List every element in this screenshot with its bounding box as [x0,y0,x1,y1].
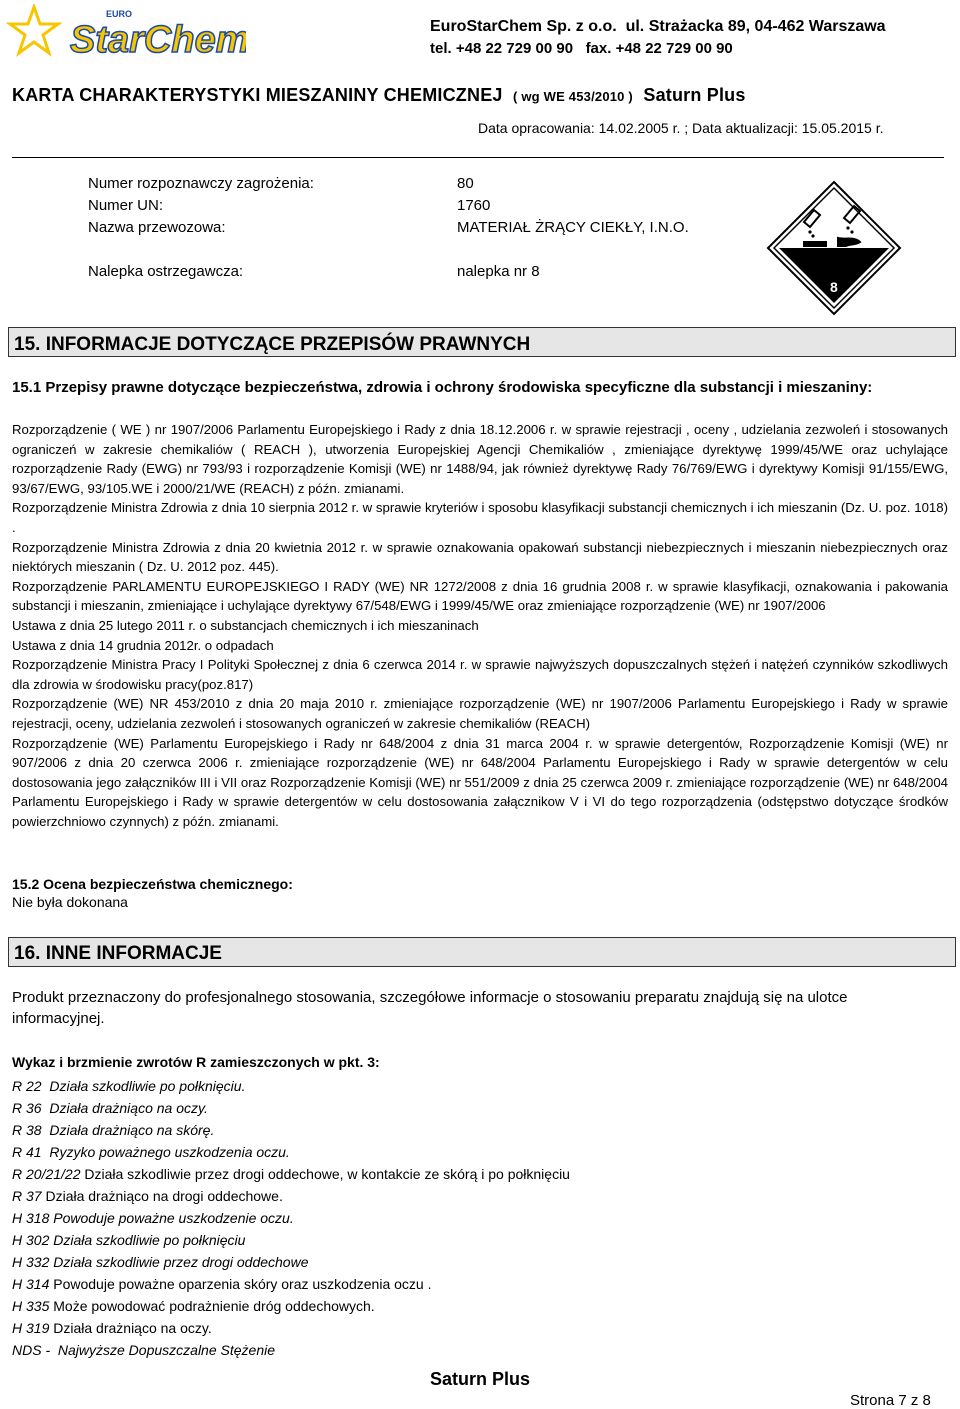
phrase-text: Działa szkodliwie po połknięciu. [41,1078,246,1094]
phrases-list [12,1075,570,1361]
company-fax: fax. +48 22 729 00 90 [585,40,733,57]
regulation-paragraph: Rozporządzenie (WE) NR 453/2010 z dnia 20 maja 2010 r. zmieniające rozporządzenie (WE) nr 1907/2006 Parlamentu Europejskiego i Rady w sprawie rejestracji, oceny, udzielania zezwoleń i stosowanych ograniczeń w zakresie chemikaliów (REACH) [12,696,948,731]
phrase-text: Działa drażniąco na drogi oddechowe. [41,1188,283,1204]
section-15-1-title: 15.1 Przepisy prawne dotyczące bezpieczeństwa, zdrowia i ochrony środowiska specyficzne dla substancji i mieszaniny: [12,379,873,396]
regulation-paragraph: Ustawa z dnia 14 grudnia 2012r. o odpadach [12,637,274,653]
phrase-text: Działa drażniąco na oczy. [41,1100,208,1116]
regulation-paragraph: Rozporządzenie PARLAMENTU EUROPEJSKIEGO I RADY (WE) NR 1272/2008 z dnia 16 grudnia 2008 r. w sprawie klasyfikacji, oznakowania i pakowania substancji i mieszanin, zmieniające i uchylające dyrektywy 67/548/EWG i 1999/45/WE oraz zmieniające rozporządzenie (WE) nr 1907/2006 [12,578,948,614]
header-divider [12,157,944,158]
phrase-item [12,1317,570,1339]
phrase-text: - Najwyższe Dopuszczalne Stężenie [41,1342,275,1358]
phrase-code: R 38 [12,1122,42,1138]
transport-value: nalepka nr 8 [457,263,540,280]
page-number: Strona 7 z 8 [850,1392,931,1409]
transport-value: 1760 [457,197,491,214]
transport-row [88,263,540,280]
company-logo [6,4,246,60]
phrase-text: Może powodować podrażnienie dróg oddechowych. [49,1298,375,1314]
phrase-code: R 37 [12,1188,42,1204]
regulation-paragraph: Rozporządzenie Ministra Zdrowia z dnia 10 sierpnia 2012 r. w sprawie kryteriów i sposobu klasyfikacji substancji chemicznych i ich mieszanin (Dz. U. poz. 1018) . [12,500,948,535]
transport-label: Numer UN: [88,197,164,214]
phrase-item [12,1185,570,1207]
phrase-item [12,1229,570,1251]
phrase-code: H 332 [12,1254,50,1270]
phrase-code: NDS [12,1342,42,1358]
section-15-2-value: Nie była dokonana [12,894,128,910]
regulations-list [12,420,948,831]
phrase-text: Działa drażniąco na skórę. [41,1122,215,1138]
phrase-item [12,1163,570,1185]
phrase-code: H 302 [12,1232,50,1248]
company-info [430,18,886,36]
regulation-paragraph: Rozporządzenie ( WE ) nr 1907/2006 Parlamentu Europejskiego i Rady z dnia 18.12.2006 r. w sprawie rejestracji , oceny , udzielania zezwoleń i stosowanych ograniczeń w zakresie chemikaliów ( REACH ), utworzenia Europejskiej Agencji Chemikaliów , zmieniające dyrektywę 1999/45/WE oraz uchylające rozporządzenie Rady (EWG) nr 793/93 i rozporządzenie Komisji (WE) nr 1488/94, jak również dyrektywę Rady 76/769/EWG i dyrektywy Komisji 91/155/EWG, 93/67/EWG, 93/105.WE i 2000/21/WE (REACH) z późn. zmianami. [12,422,948,496]
hazard-class-number: 8 [830,279,838,295]
phrase-item [12,1119,570,1141]
regulation-paragraph: Rozporządzenie Ministra Pracy I Polityki Społecznej z dnia 6 czerwca 2014 r. w sprawie najwyższych dopuszczalnych stężeń i natężeń czynników szkodliwych dla zdrowia w środowisku pracy(poz.817) [12,657,948,692]
phrase-code: R 41 [12,1144,42,1160]
company-name: EuroStarChem Sp. z o.o. [430,18,617,35]
phrase-code: H 335 [12,1298,50,1314]
svg-text:EURO: EURO [106,9,133,19]
phrase-text: Ryzyko poważnego uszkodzenia oczu. [41,1144,290,1160]
phrase-text: Działa szkodliwie przez drogi oddechowe [49,1254,309,1270]
phrase-text: Działa szkodliwie po połknięciu [49,1232,246,1248]
phrase-text: Powoduje poważne oparzenia skóry oraz uszkodzenia oczu . [49,1276,432,1292]
section-16-text: Produkt przeznaczony do profesjonalnego stosowania, szczegółowe informacje o stosowaniu preparatu znajdują się na ulotce informacyjnej. [12,989,848,1027]
company-address: ul. Strażacka 89, 04-462 Warszawa [625,18,886,35]
transport-value: 80 [457,175,474,192]
section-15-2-title: 15.2 Ocena bezpieczeństwa chemicznego: [12,876,293,892]
document-title [12,85,746,106]
phrase-item [12,1273,570,1295]
transport-label: Numer rozpoznawczy zagrożenia: [88,175,314,192]
phrase-code: H 319 [12,1320,50,1336]
doc-title: KARTA CHARAKTERYSTYKI MIESZANINY CHEMICZNEJ [12,85,503,105]
phrase-text: Powoduje poważne uszkodzenie oczu. [49,1210,294,1226]
phrase-code: R 20/21/22 [12,1166,81,1182]
regulation-paragraph: Rozporządzenie Ministra Zdrowia z dnia 20 kwietnia 2012 r. w sprawie oznakowania opakowań substancji niebezpiecznych i mieszanin niebezpiecznych oraz niektórych mieszanin ( Dz. U. 2012 poz. 445). [12,539,948,575]
phrase-item [12,1075,570,1097]
star-icon [10,7,58,53]
regulation-paragraph: Rozporządzenie (WE) Parlamentu Europejskiego i Rady nr 648/2004 z dnia 31 marca 2004 r. w sprawie detergentów, Rozporządzenie Komisji (WE) nr 907/2006 z dnia 20 czerwca 2006 r. zmieniające rozporządzenie (WE) nr 648/2004 Parlamentu Europejskiego i Rady w sprawie detergentów w celu dostosowania jego załączników III i VII oraz Rozporządzenie Komisji (WE) nr 551/2009 z dnia 25 czerwca 2009 r. zmieniające rozporządzenie (WE) nr 648/2004 Parlamentu Europejskiego i Rady w sprawie detergentów w celu dostosowania załącznikow V i VI do tego rozporządzenia (odstępstwo dotyczące środków powierzchniowo czynnych) z późn. zmianami. [12,735,948,829]
transport-row [88,219,689,236]
transport-row [88,175,474,192]
phrase-item [12,1207,570,1229]
transport-value: MATERIAŁ ŻRĄCY CIEKŁY, I.N.O. [457,219,689,236]
company-contacts [430,40,733,57]
phrase-item [12,1339,570,1361]
corrosive-hazard-label [766,180,902,316]
phrases-list-title: Wykaz i brzmienie zwrotów R zamieszczonych w pkt. 3: [12,1054,380,1070]
phrase-item [12,1141,570,1163]
doc-regulation: ( wg WE 453/2010 ) [513,89,633,104]
section-16-title: 16. INNE INFORMACJE [8,937,956,967]
phrase-item [12,1251,570,1273]
regulation-paragraph: Ustawa z dnia 25 lutego 2011 r. o substancjach chemicznych i ich mieszaninach [12,617,479,633]
transport-label: Nalepka ostrzegawcza: [88,263,244,280]
phrase-code: H 318 [12,1210,50,1226]
document-dates: Data opracowania: 14.02.2005 r. ; Data aktualizacji: 15.05.2015 r. [478,120,884,136]
section-15-title: 15. INFORMACJE DOTYCZĄCE PRZEPISÓW PRAWNYCH [8,327,956,357]
phrase-item [12,1295,570,1317]
phrase-text: Działa drażniąco na oczy. [49,1320,212,1336]
phrase-text: Działa szkodliwie przez drogi oddechowe, w kontakcie ze skórą i po połknięciu [80,1166,570,1182]
phrase-code: R 36 [12,1100,42,1116]
transport-label: Nazwa przewozowa: [88,219,226,236]
transport-row [88,197,491,214]
footer-product: Saturn Plus [429,1369,531,1389]
doc-product: Saturn Plus [643,85,746,105]
phrase-code: R 22 [12,1078,42,1094]
company-phone: tel. +48 22 729 00 90 [430,40,574,57]
svg-text:StarChem: StarChem [70,19,246,60]
phrase-code: H 314 [12,1276,50,1292]
phrase-item [12,1097,570,1119]
